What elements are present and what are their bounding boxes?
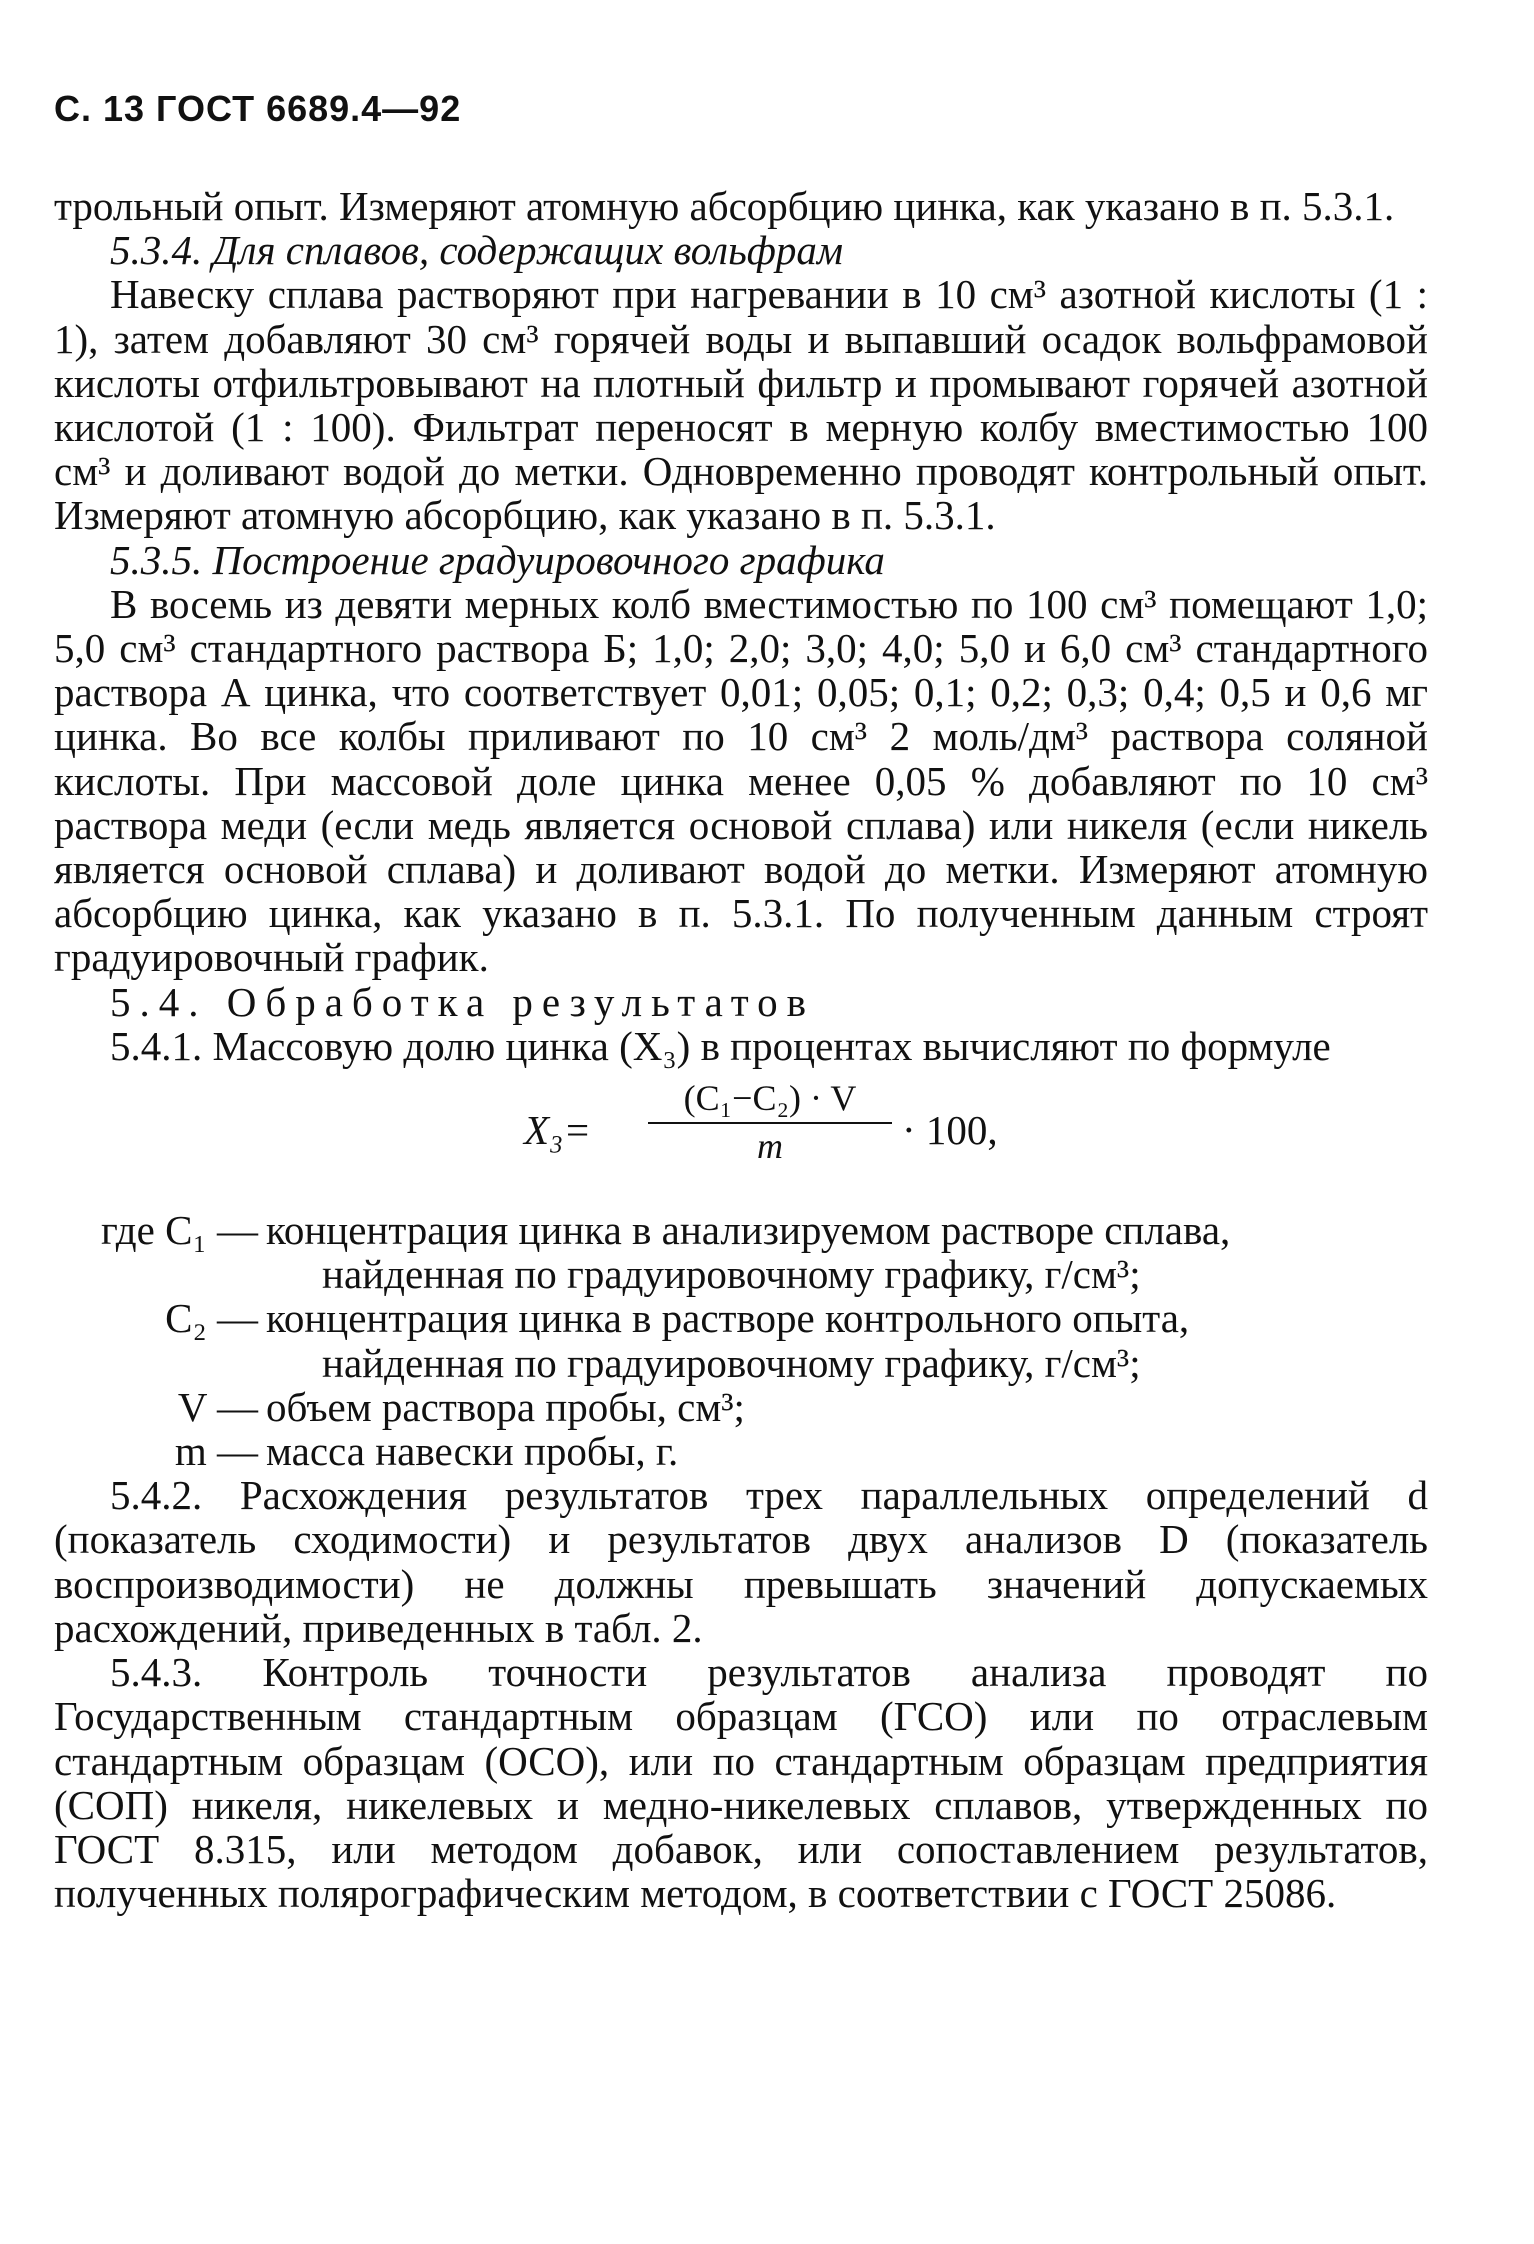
formula-numerator: (C₁−C₂) · V	[648, 1076, 892, 1124]
definition-symbol: где C₁ —	[101, 1207, 258, 1254]
paragraph-continuation: трольный опыт. Измеряют атомную абсорбцию цинка, как указано в п. 5.3.1.	[54, 183, 1395, 229]
definition-symbol: m —	[174, 1428, 258, 1475]
definition-m	[54, 1429, 1428, 1473]
formula-denominator: m	[757, 1126, 783, 1167]
section-heading-5-4: 5.4. Обработка результатов	[110, 978, 816, 1025]
section-heading-5-3-5: 5.3.5. Построение градуировочного графика	[110, 536, 885, 583]
document-body	[54, 184, 1428, 1915]
paragraph-5-4-1: 5.4.1. Массовую долю цинка (X₃) в процентах вычисляют по формуле	[110, 1022, 1331, 1069]
definition-c2	[54, 1296, 1428, 1384]
formula-fraction	[648, 1076, 892, 1168]
definition-text-cont: найденная по градуировочному графику, г/см³;	[322, 1251, 1141, 1298]
formula-x3	[54, 1068, 1428, 1208]
definition-text: объем раствора пробы, см³;	[266, 1383, 745, 1430]
paragraph-5-4-2: 5.4.2. Расхождения результатов трех параллельных определений d (показатель сходимости) и результатов двух анализов D (показатель воспроизводимости) не должны превышать значений допускаемых расхождений, приведенных в табл. 2.	[54, 1472, 1428, 1651]
formula-multiplier: · 100,	[902, 1107, 998, 1154]
definition-text-cont: найденная по градуировочному графику, г/см³;	[322, 1339, 1141, 1386]
paragraph-calibration: В восемь из девяти мерных колб вместимостью по 100 см³ помещают 1,0; 5,0 см³ стандартного раствора Б; 1,0; 2,0; 3,0; 4,0; 5,0 и 6,0 см³ стандартного раствора А цинка, что соответствует 0,01; 0,05; 0,1; 0,2; 0,3; 0,4; 0,5 и 0,6 мг цинка. Во все колбы приливают по 10 см³ 2 моль/дм³ раствора соляной кислоты. При массовой доле цинка менее 0,05 % добавляют по 10 см³ раствора меди (если медь является основой сплава) или никеля (если никель является основой сплава) и доливают водой до метки. Измеряют атомную абсорбцию цинка, как указано в п. 5.3.1. По полученным данным строят градуировочный график.	[54, 580, 1428, 981]
formula-lhs: X₃=	[524, 1107, 591, 1154]
page-header: С. 13 ГОСТ 6689.4—92	[54, 88, 462, 129]
definition-text: масса навески пробы, г.	[266, 1428, 679, 1475]
paragraph-tungsten-procedure: Навеску сплава растворяют при нагревании в 10 см³ азотной кислоты (1 : 1), затем добавляют 30 см³ горячей воды и выпавший осадок вольфрамовой кислоты отфильтровывают на плотный фильтр и промывают горячей азотной кислотой (1 : 100). Фильтрат переносят в мерную колбу вместимостью 100 см³ и доливают водой до метки. Одновременно проводят контрольный опыт. Измеряют атомную абсорбцию, как указано в п. 5.3.1.	[54, 271, 1428, 539]
section-heading-5-3-4: 5.3.4. Для сплавов, содержащих вольфрам	[110, 227, 843, 274]
definition-v	[54, 1385, 1428, 1429]
paragraph-5-4-3: 5.4.3. Контроль точности результатов анализа проводят по Государственным стандартным образцам (ГСО) или по отраслевым стандартным образцам (ОСО), или по стандартным образцам предприятия (СОП) никеля, никелевых и медно-никелевых сплавов, утвержденных по ГОСТ 8.315, или методом добавок, или сопоставлением результатов, полученных полярографическим методом, в соответствии с ГОСТ 25086.	[54, 1649, 1428, 1917]
definition-c1	[54, 1208, 1428, 1296]
definition-text: концентрация цинка в растворе контрольного опыта,	[266, 1295, 1190, 1342]
definition-text: концентрация цинка в анализируемом растворе сплава,	[266, 1207, 1231, 1254]
definition-symbol: V —	[177, 1383, 258, 1430]
definition-symbol: C₂ —	[165, 1295, 258, 1342]
